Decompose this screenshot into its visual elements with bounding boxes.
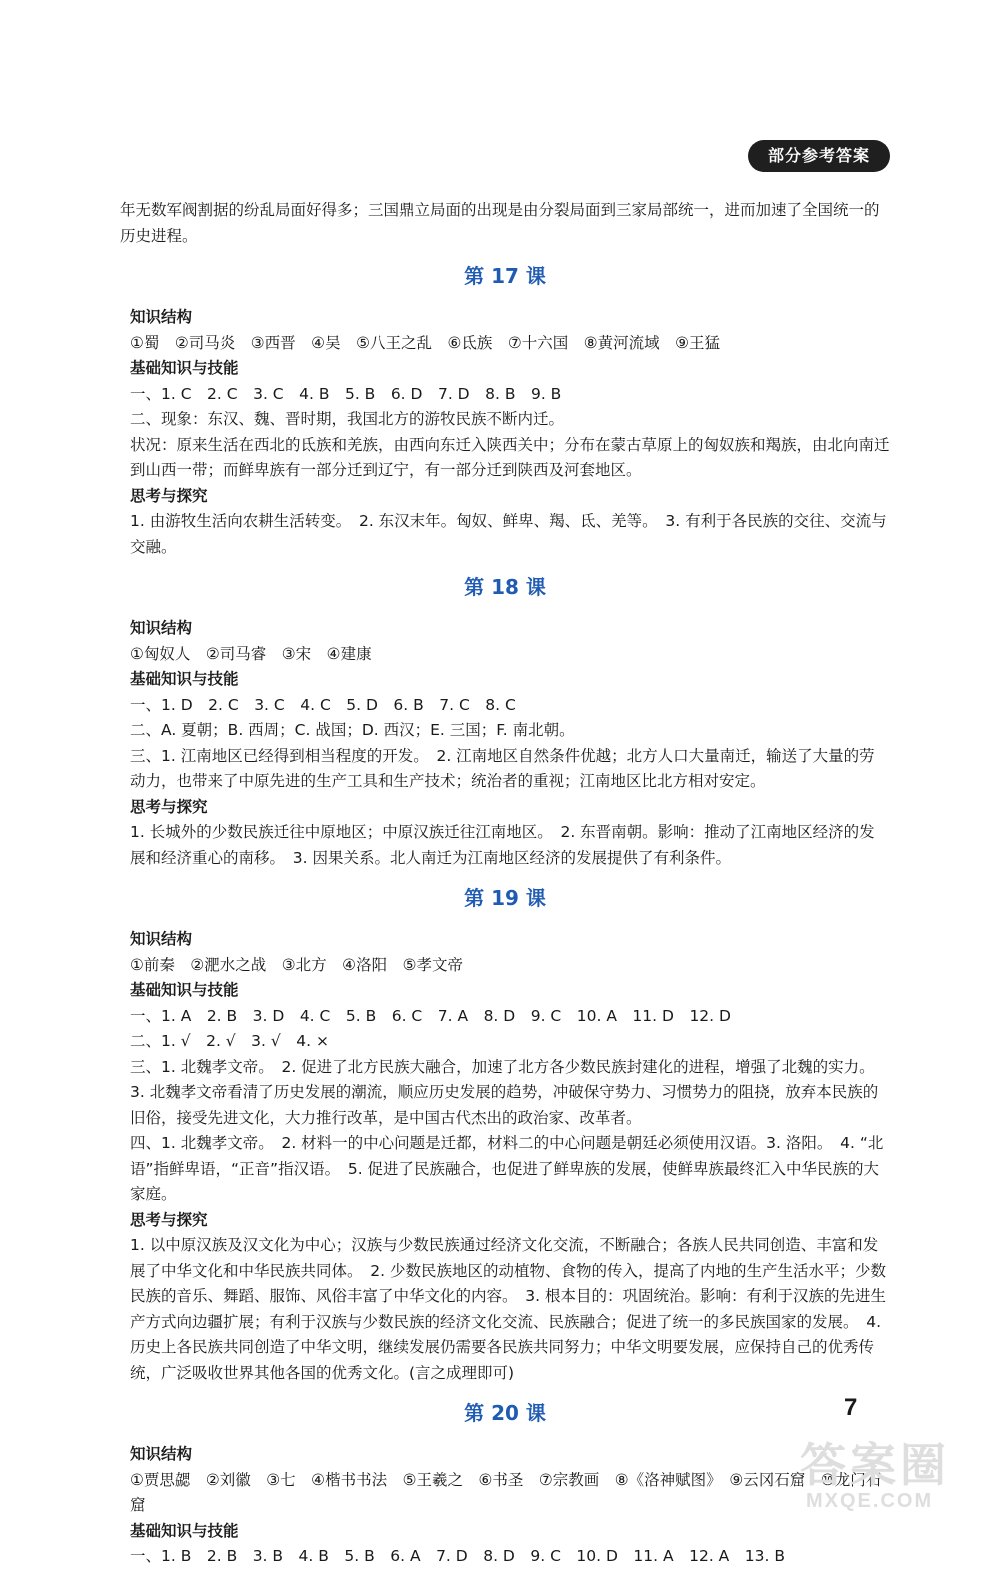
answer-line: 三、1. 北魏孝文帝。 2. 促进了北方民族大融合，加速了北方各少数民族封建化的进程，增强了北魏的实力。 3. 北魏孝文帝看清了历史发展的潮流，顺应历史发展的趋势，冲破保守势力、习惯势力的阻挠，放弃本民族的旧俗，接受先进文化，大力推行改革，是中国古代杰出的政治家、改革者。: [130, 1057, 883, 1127]
section-heading: 思考与探究: [130, 797, 208, 816]
section-heading: 知识结构: [130, 619, 193, 637]
section-heading: 基础知识与技能: [130, 981, 239, 999]
section-heading: 基础知识与技能: [130, 670, 239, 688]
section-heading: 知识结构: [130, 1445, 193, 1463]
lesson-title: 第 20 课: [464, 1401, 546, 1425]
intro-paragraph: 年无数军阀割据的纷乱局面好得多；三国鼎立局面的出现是由分裂局面到三家局部统一，进而加速了全国统一的历史进程。: [120, 201, 880, 245]
answer-line: 状况：原来生活在西北的氐族和羌族，由西向东迁入陕西关中；分布在蒙古草原上的匈奴族和羯族，由北向南迁到山西一带；而鲜卑族有一部分迁到辽宁，有一部分迁到陕西及河套地区。: [130, 435, 890, 479]
section-heading: 思考与探究: [130, 1210, 208, 1229]
page-number: 7: [844, 1394, 858, 1421]
lesson-title: 第 18 课: [464, 575, 546, 599]
lesson-title: 第 19 课: [464, 886, 546, 910]
answer-line: 四、1. 北魏孝文帝。 2. 材料一的中心问题是迁都，材料二的中心问题是朝廷必须使用汉语。3. 洛阳。 4. “北语”指鲜卑语，“正音”指汉语。 5. 促进了民族融合，也促进了鲜卑族的发展，使鲜卑族最终汇入中华民族的大家庭。: [130, 1134, 884, 1203]
lesson-section: [120, 883, 890, 1386]
answer-line: 1. 以中原汉族及汉文化为中心；汉族与少数民族通过经济文化交流，不断融合；各族人民共同创造、丰富和发展了中华文化和中华民族共同体。 2. 少数民族地区的动植物、食物的传入，提高了内地的生产生活水平；少数民族的音乐、舞蹈、服饰、风俗丰富了中华文化的内容。 3. 根本目的：巩固统治。影响：有利于汉族的先进生产方式向边疆扩展；有利于汉族与少数民族的经济文化交流、民族融合；促进了统一的多民族国家的发展。 4. 历史上各民族共同创造了中华文明，继续发展仍需要各民族共同努力；中华文明要发展，应保持自己的优秀传统，广泛吸收世界其他各国的优秀文化。(言之成理即可): [130, 1236, 886, 1382]
answer-line: 一、1. A 2. B 3. D 4. C 5. B 6. C 7. A 8. D 9. C 10. A 11. D 12. D: [130, 1006, 731, 1025]
answer-line: ①匈奴人 ②司马睿 ③宋 ④建康: [130, 644, 372, 663]
lesson-title: 第 17 课: [464, 264, 546, 288]
answer-line: 二、1. √ 2. √ 3. √ 4. ×: [130, 1032, 329, 1050]
section-heading: 基础知识与技能: [130, 359, 239, 377]
watermark-logo: 答案圈 MXQE.COM: [800, 1439, 950, 1512]
section-heading: 知识结构: [130, 308, 193, 326]
answer-line: ①前秦 ②淝水之战 ③北方 ④洛阳 ⑤孝文帝: [130, 955, 463, 974]
lesson-section: [120, 572, 890, 871]
answer-line: 三、1. 江南地区已经得到相当程度的开发。 2. 江南地区自然条件优越；北方人口大量南迁，输送了大量的劳动力，也带来了中原先进的生产工具和生产技术；统治者的重视；江南地区比北方相对安定。: [130, 746, 875, 790]
lesson-section: [120, 261, 890, 560]
section-heading: 知识结构: [130, 930, 193, 948]
section-heading: 思考与探究: [130, 486, 208, 505]
answer-line: 一、1. D 2. C 3. C 4. C 5. D 6. B 7. C 8. C: [130, 695, 516, 714]
section-badge: 部分参考答案: [748, 140, 890, 172]
lessons-container: [120, 261, 890, 1570]
answer-content: [120, 198, 890, 1570]
answer-line: 二、现象：东汉、魏、晋时期，我国北方的游牧民族不断内迁。: [130, 410, 565, 428]
answer-line: 1. 长城外的少数民族迁往中原地区；中原汉族迁往江南地区。 2. 东晋南朝。影响：推动了江南地区经济的发展和经济重心的南移。 3. 因果关系。北人南迁为江南地区经济的发展提供了有利条件。: [130, 823, 875, 867]
answer-line: 一、1. C 2. C 3. C 4. B 5. B 6. D 7. D 8. B 9. B: [130, 384, 562, 403]
answer-line: ①蜀 ②司马炎 ③西晋 ④吴 ⑤八王之乱 ⑥氐族 ⑦十六国 ⑧黄河流域 ⑨王猛: [130, 333, 721, 352]
answer-line: 1. 由游牧生活向农耕生活转变。 2. 东汉末年。匈奴、鲜卑、羯、氐、羌等。 3. 有利于各民族的交往、交流与交融。: [130, 512, 887, 556]
answer-line: 一、1. B 2. B 3. B 4. B 5. B 6. A 7. D 8. D 9. C 10. D 11. A 12. A 13. B: [130, 1547, 785, 1565]
answer-line: ①贾思勰 ②刘徽 ③七 ④楷书书法 ⑤王羲之 ⑥书圣 ⑦宗教画 ⑧《洛神赋图》 ⑨云冈石窟 ⑩龙门石窟: [130, 1470, 882, 1514]
lesson-section: [120, 1398, 890, 1570]
answer-line: 二、A. 夏朝；B. 西周；C. 战国；D. 西汉；E. 三国；F. 南北朝。: [130, 721, 575, 739]
section-heading: 基础知识与技能: [130, 1521, 239, 1540]
